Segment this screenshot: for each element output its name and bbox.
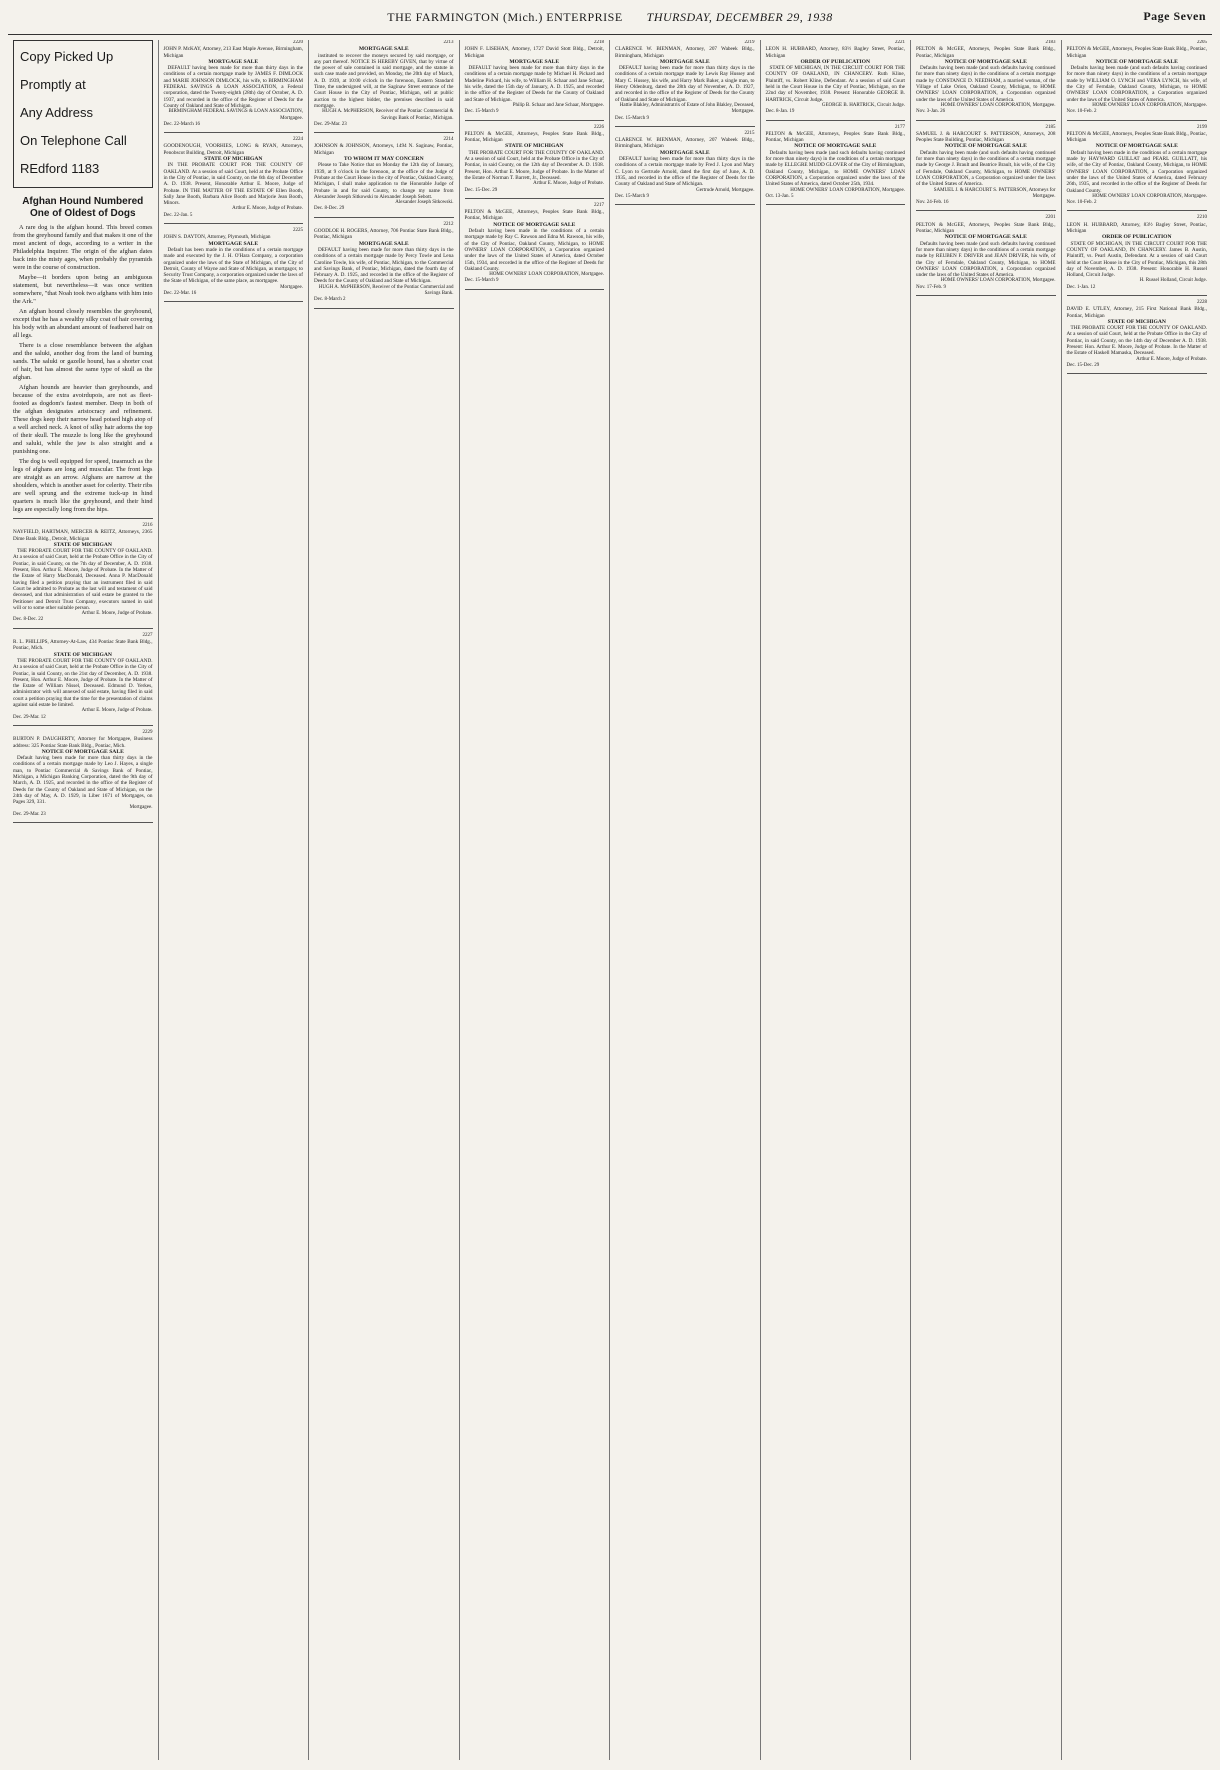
- divider: [615, 126, 755, 127]
- notice-heading: MORTGAGE SALE: [208, 240, 259, 247]
- notice-signature: BIRMINGHAM FEDERAL SAVINGS & LOAN ASSOCIATION, Mortgagee.: [168, 109, 303, 121]
- column-1: [8, 40, 159, 1760]
- column-2: [159, 40, 310, 1760]
- legal-notice: [314, 222, 454, 304]
- divider: [314, 217, 454, 218]
- legal-notice: [314, 40, 454, 128]
- legal-notice: [916, 40, 1056, 116]
- divider: [916, 295, 1056, 296]
- notice-date: Nov. 3-Jan. 26: [916, 109, 946, 115]
- notice-number: 2201: [1045, 215, 1056, 221]
- notice-attorney: BURTON P. DAUGHERTY, Attorney for Mortgagee, Business address: 325 Pontiac State Bank Bldg., Pontiac, Mich.: [13, 736, 153, 749]
- article-paragraph: A rare dog is the afghan hound. This breed comes from the greyhound family and that makes it one of the most ancient of dogs, according to a writer in the Philadelphia Inquirer. The origin of the afghan dates back into the misty ages, when probably the pyramids were in the course of construction.: [13, 224, 153, 271]
- notice-body: THE PROBATE COURT FOR THE COUNTY OF OAKLAND. At a session of said Court, held at the Probate Office in the City of Pontiac, in said County, on the 7th day of December, A. D. 1938. Present, Hon. Arthur E. Moore, Judge of Probate. In the Matter of the Estate of Harry MacDonald, Deceased. Anna P. MacDonald having filed a petition praying that an instrument filed in said Court be admitted to Probate as the last will and testament of said deceased, and that administration of said estate be granted to the Petitioner and Detroit Trust Company, executors named in said will or to some other suitable person.: [13, 548, 153, 611]
- notice-body: Default has been made in the conditions of a certain mortgage made and executed by the J. H. O'Hara Company, a corporation organized under the laws of the State of Michigan, of the City of Detroit, County of Wayne and State of Michigan, as mortgagor, to Security Trust Company, a corporation organized under the laws of the State of Michigan, of the same place, as mortgagee.: [163, 246, 303, 285]
- divider: [1067, 373, 1208, 374]
- notice-date: Dec. 15-Dec. 29: [1066, 362, 1100, 368]
- notice-signature: Hattie Blakley, Administratrix of Estate of John Blakley, Deceased, Mortgagee.: [619, 102, 755, 115]
- notice-body: Default having been made in the conditions of a certain mortgage made by HAYWARD GUILLAT and PEARL GUILLATT, his wife, of the City of Pontiac, Oakland County, Michigan, to HOME OWNERS' LOAN CORPORATION, a Corporation organized under the laws of the United States of America, dated February 26th, 1935, and recorded in the office of the Register of Deeds for Oakland County.: [1066, 149, 1207, 194]
- divider: [164, 132, 304, 133]
- notice-date: Dec. 29-Mar. 12: [13, 714, 46, 720]
- divider: [1067, 210, 1208, 211]
- divider: [13, 518, 153, 519]
- notice-body: Defaults having been made (and such defaults having continued for more than ninety days) in the conditions of a certain mortgage made by CONSTANCE D. NEEDHAM, a married woman, of the Village of Lake Orion, Oakland County, Michigan, to HOME OWNERS' LOAN CORPORATION, a Corporation organized under the laws of the United States of America.: [916, 65, 1056, 103]
- legal-notice: [314, 137, 454, 213]
- column-6: [761, 40, 912, 1760]
- notice-heading: ORDER OF PUBLICATION: [1101, 234, 1172, 241]
- notice-date: Dec. 29-Mar. 23: [13, 811, 46, 817]
- notice-attorney: PELTON & McGEE, Attorneys, Peoples State Bank Bldg., Pontiac, Michigan: [1066, 46, 1207, 59]
- notice-body: Defaults having been made (and such defaults having continued for more than ninety days) in the conditions of a certain mortgage made by ELLEGRE MUDD GLOVER of the City of Birmingham, Oakland County, Michigan, to HOME OWNERS' LOAN CORPORATION, a Corporation organized under the laws of the United States of America, dated October 25th, 1934.: [765, 149, 905, 188]
- notice-number: 2221: [895, 40, 905, 45]
- legal-notice: [13, 730, 153, 818]
- divider: [766, 204, 906, 205]
- notice-date: Dec. 1-Jan. 12: [1066, 284, 1096, 290]
- notice-number: 2185: [1045, 124, 1056, 130]
- notice-heading: STATE OF MICHIGAN: [505, 143, 564, 150]
- legal-notice: [164, 137, 304, 219]
- notice-body: instituted to recover the moneys secured by said mortgage, or any part thereof. NOTICE IS HEREBY GIVEN, that by virtue of the power of sale contained in said mortgage, and the statute in such case made and provided, on Monday, the 20th day of March, A. D. 1939, at 10:00 o'clock in the forenoon, Eastern Standard Time, the undersigned will, at the Saginaw Street entrance of the Court House in the City of Pontiac, Michigan, sell at public auction to the highest bidder, the premises described in said mortgage.: [314, 52, 454, 109]
- notice-date: Nov. 24-Feb. 16: [916, 200, 949, 206]
- notice-date: Dec. 22-Mar. 16: [163, 290, 197, 296]
- notice-number: 2177: [895, 124, 905, 130]
- notice-date: Dec. 22-Jan. 5: [163, 212, 193, 218]
- legal-notice: [916, 125, 1056, 207]
- notice-attorney: LEON H. HUBBARD, Attorney, 83½ Bagley Street, Pontiac, Michigan: [1066, 221, 1207, 235]
- notice-attorney: JOHN S. DAYTON, Attorney, Plymouth, Michigan: [163, 234, 271, 241]
- notice-date: Oct. 13-Jan. 5: [765, 193, 794, 199]
- notice-heading: MORTGAGE SALE: [509, 58, 560, 65]
- notice-heading: STATE OF MICHIGAN: [53, 651, 112, 658]
- notice-signature: HOME OWNERS' LOAN CORPORATION, Mortgagee.: [940, 278, 1056, 284]
- notice-date: Dec. 15-March 9: [464, 278, 499, 284]
- divider: [916, 210, 1056, 211]
- notice-attorney: CLARENCE W. BIENMAN, Attorney, 207 Wabeek Bldg., Birmingham, Michigan: [615, 46, 755, 59]
- notice-number: 2220: [293, 40, 303, 45]
- notice-number: 2218: [594, 40, 604, 45]
- column-5: [610, 40, 761, 1760]
- column-7: [911, 40, 1062, 1760]
- notice-heading: NOTICE OF MORTGAGE SALE: [41, 748, 124, 755]
- notice-signature: HUGH A. McPHERSON, Receiver of the Pontiac Commercial & Savings Bank of Pontiac, Michigan.: [322, 109, 454, 121]
- notice-number: 2219: [744, 40, 755, 45]
- notice-signature: Philip B. Schaar and Jane Schaar, Mortgagee.: [512, 102, 604, 108]
- notice-date: Dec. 15-Dec. 29: [464, 187, 498, 193]
- divider: [916, 120, 1056, 121]
- ad-line: Copy Picked Up: [20, 49, 114, 64]
- legal-notice: [164, 40, 304, 128]
- notice-date: Dec. 15-March 9: [615, 115, 650, 121]
- notice-attorney: PELTON & McGEE, Attorneys, Peoples State Bank Bldg., Pontiac, Michigan: [1066, 130, 1207, 144]
- masthead-rule: [8, 34, 1212, 35]
- legal-notice: [916, 215, 1056, 291]
- notice-signature: Arthur E. Moore, Judge of Probate.: [1136, 356, 1207, 362]
- divider: [615, 204, 755, 205]
- notice-date: Dec. 8-March 2: [314, 297, 346, 303]
- notice-attorney: PELTON & McGEE, Attorneys, Peoples State Bank Bldg., Pontiac, Michigan: [765, 130, 905, 144]
- notice-heading: ORDER OF PUBLICATION: [800, 58, 871, 65]
- notice-signature: Arthur E. Moore, Judge of Probate.: [232, 206, 303, 212]
- article-headline: Afghan Hound Numbered One of Oldest of Dogs: [22, 196, 144, 219]
- notice-heading: MORTGAGE SALE: [358, 46, 409, 53]
- notice-date: Dec. 8-Dec. 22: [13, 617, 44, 623]
- ad-phone: REdford 1183: [20, 161, 100, 176]
- ad-box: [13, 40, 153, 188]
- notice-heading: MORTGAGE SALE: [208, 58, 259, 65]
- notice-body: Defaults having been made (and such defaults having continued for more than ninety days) in the conditions of a certain mortgage made by George J. Brault and Beatrice Brault, his wife, of the City of Ferndale, Oakland County, Michigan, to HOME OWNERS' LOAN CORPORATION, a Corporation organized under the laws of the United States of America.: [916, 149, 1056, 188]
- notice-body: THE PROBATE COURT FOR THE COUNTY OF OAKLAND. At a session of said Court, held at the Probate Office in the City of Pontiac, in said County, on the 14th day of December A. D. 1938. Present: Hon. Arthur E. Moore, Judge of Probate. In the Matter of the Estate of Haskell Mamaska, Deceased.: [1066, 325, 1207, 357]
- notice-body: DEFAULT having been made for more than thirty days in the conditions of a certain mortgage made by JAMES F. DIMLOCK and MARIE JOHNSON DIMLOCK, his wife, to BIRMINGHAM FEDERAL SAVINGS & LOAN ASSOCIATION, a Federal corporation, dated the Twenty-eighth (28th) day of October, A. D. 1937, and recorded in the office of the Register of Deeds for the County of Oakland and State of Michigan.: [163, 65, 303, 109]
- notice-number: 2216: [142, 523, 153, 528]
- notice-body: IN THE PROBATE COURT FOR THE COUNTY OF OAKLAND. At a session of said Court, held at the Probate Office in the City of Pontiac, in said County, on the 6th day of December A. D. 1938. Present, Honorable Arthur E. Moore, Judge of Probate. IN THE MATTER OF THE ESTATE OF Ellen Booth, Sally Jane Booth, Barbara Alice Booth and Marjorie Jean Booth, Minors.: [163, 162, 303, 207]
- notice-attorney: JOHN P. McKAY, Attorney, 213 East Maple Avenue, Birmingham, Michigan: [163, 46, 303, 59]
- notice-number: 2227: [142, 632, 153, 638]
- notice-body: DEFAULT having been made for more than thirty days in the conditions of a certain mortgage made by Fred J. Lyon and Mary C. Lyon to Gertrude Arnold, dated the first day of June, A. D. 1935, and recorded in the office of the Register of Deeds for the County of Oakland and State of Michigan.: [615, 156, 755, 188]
- notice-body: Defaults having been made (and such defaults having continued for more than ninety days) in the conditions of a certain mortgage made by WILLIAM O. LYNCH and VERA LYNCH, his wife, of the City of Ferndale, Oakland County, Michigan, to HOME OWNERS' LOAN CORPORATION, a Corporation organized under the laws of the United States of America.: [1066, 65, 1207, 103]
- legal-notice: [1067, 300, 1208, 369]
- notice-signature: HOME OWNERS' LOAN CORPORATION, Mortgagee.: [790, 187, 905, 193]
- notice-heading: NOTICE OF MORTGAGE SALE: [1095, 143, 1178, 150]
- notice-body: THE PROBATE COURT FOR THE COUNTY OF OAKLAND. At a session of said Court, held at the Probate Office in the City of Pontiac, in said County, on the 21st day of December, A. D. 1938. Present, Hon. Arthur E. Moore, Judge of Probate. In the Matter of the Estate of William Nissel, Deceased. Edmund D. Yerkes, administrator with will annexed of said estate, having filed in said court a petition praying that the time for the presentation of claims against said estate be limited.: [13, 657, 153, 709]
- divider: [164, 301, 304, 302]
- divider: [314, 132, 454, 133]
- notice-body: Default having been made for more than thirty days in the conditions of a certain mortgage made by Leo J. Hayes, a single man, to Pontiac Commercial & Savings Bank of Pontiac, Michigan, a Michigan Banking Corporation, dated the 9th day of March, A. D. 1925, and recorded in the office of the Register of Deeds for the County of Oakland and State of Michigan, on the 24th day of May, A. D. 1929, in Liber 1671 of Mortgages, on Pages 329, 331.: [13, 755, 153, 806]
- notice-number: 2225: [293, 228, 303, 234]
- legal-notice: [1067, 215, 1208, 291]
- divider: [465, 198, 605, 199]
- notice-body: DEFAULT having been made for more than thirty days in the conditions of a certain mortgage made by Lewis Ray Hussey and Mary C. Hussey, his wife, and Harry Mark Baker, a single man, to Henry Oldenburg, dated the 28th day of November, A. D. 1927, and recorded in the office of the Register of Deeds for the County of Oakland and State of Michigan.: [615, 65, 755, 103]
- notice-date: Dec. 15-March 9: [615, 193, 650, 199]
- notice-attorney: R. L. PHILLIPS, Attorney-At-Law, 434 Pontiac State Bank Bldg., Pontiac, Mich.: [13, 639, 153, 652]
- notice-signature: Gertrude Arnold, Mortgagee.: [696, 187, 755, 193]
- notice-number: 2205: [1197, 40, 1207, 45]
- notice-heading: NOTICE OF MORTGAGE SALE: [944, 58, 1027, 65]
- notice-body: DEFAULT having been made for more than thirty days in the conditions of a certain mortgage made by Percy Towle and Lena Caroline Towle, his wife, of Pontiac, Michigan, to the Commercial and Savings Bank, of Pontiac, Michigan, dated the fourth day of February A. D. 1925, and recorded in the office of the Register of Deeds for the County of Oakland and State of Michigan.: [314, 246, 454, 285]
- notice-heading: STATE OF MICHIGAN: [53, 541, 112, 548]
- notice-signature: SAMUEL J. & HARCOURT S. PATTERSON, Attorneys for Mortgagee.: [933, 187, 1056, 199]
- legal-notice: [465, 125, 605, 194]
- column-3: [309, 40, 460, 1760]
- notice-number: 2214: [443, 137, 454, 143]
- divider: [465, 120, 605, 121]
- notice-body: Defaults having been made (and such defaults having continued for more than ninety days) in the conditions of a certain mortgage made by REUBEN F. DRIVER and JEAN DRIVER, his wife, of the City of Ferndale, Oakland County, Michigan, to HOME OWNERS' LOAN CORPORATION, a Corporation organized under the laws of the United States of America.: [916, 240, 1056, 279]
- notice-number: 2228: [1197, 299, 1207, 305]
- notice-attorney: DAVID E. UTLEY, Attorney, 215 First National Bank Bldg., Pontiac, Michigan: [1066, 306, 1207, 319]
- notice-number: 2183: [1045, 40, 1056, 45]
- ad-line: Promptly at: [20, 77, 86, 92]
- legal-notice: [164, 228, 304, 297]
- notice-attorney: GOODENOUGH, VOORHIES, LONG & RYAN, Attorneys, Penobscot Building, Detroit, Michigan: [163, 143, 303, 156]
- notice-heading: TO WHOM IT MAY CONCERN: [343, 156, 424, 163]
- notice-body: DEFAULT having been made for more than thirty days in the conditions of a certain mortgage made by Michael H. Pickard and Madeline Pickard, his wife, to William H. Schaar and Jane Schaar, his wife, dated the 15th day of January, A. D. 1925, and recorded in the office of the Register of Deeds for the County of Oakland and State of Michigan.: [464, 65, 604, 103]
- notice-signature: HOME OWNERS' LOAN CORPORATION, Mortgagee.: [489, 272, 604, 278]
- legal-notice: [1067, 40, 1208, 116]
- notice-attorney: JOHN F. LISEHAN, Attorney, 1727 David Stott Bldg., Detroit, Michigan: [464, 46, 604, 59]
- notice-signature: Arthur E. Moore, Judge of Probate.: [81, 708, 153, 714]
- divider: [465, 289, 605, 290]
- notice-date: Dec. 22-March 16: [163, 121, 201, 127]
- divider: [13, 822, 153, 823]
- notice-signature: H. Russel Holland, Circuit Judge.: [1139, 278, 1207, 284]
- article-paragraph: The dog is well equipped for speed, inasmuch as the legs of afghans are long and muscular. The front legs are straight as an arrow. Afghans are narrow at the shoulders, which is another asset for celerity. Their ribs are well sprung and the extreme tuck-up in hind quarters is much like the greyhound, and their hind legs are especially long from the hips.: [13, 458, 153, 513]
- notice-heading: STATE OF MICHIGAN: [1107, 318, 1166, 325]
- masthead: [0, 0, 1220, 34]
- legal-notice: [615, 131, 755, 200]
- notice-number: 2213: [443, 40, 454, 45]
- notice-heading: MORTGAGE SALE: [659, 149, 710, 156]
- notice-number: 2199: [1197, 124, 1207, 130]
- ad-line: On Telephone Call: [20, 133, 127, 148]
- notice-number: 2229: [142, 729, 153, 735]
- divider: [164, 223, 304, 224]
- notice-signature: HOME OWNERS' LOAN CORPORATION, Mortgagee.: [1092, 193, 1207, 199]
- notice-date: Nov. 10-Feb. 2: [1066, 109, 1097, 115]
- notice-date: Dec. 15-March 9: [464, 109, 499, 115]
- notice-number: 2224: [293, 137, 303, 143]
- article-paragraph: Maybe—it borders upon being an ambiguous statement, but nevertheless—it was once written somewhere, "that Noah took two afghans with him into the Ark.": [13, 274, 153, 305]
- article-paragraph: Afghan hounds are heavier than greyhounds, and because of the extra avoirdupois, are not as fleet-footed as dogdom's fastest member. Deep in both of the afghan designates aristocracy and refinement. These dogs keep their narrow head poised high atop of a well arched neck. A knot of silky hair adorns the top of their skull. The muzzle is long like the greyhound and saluki, while the jaw is also straight and a punishing one.: [13, 384, 153, 455]
- legal-notice: [465, 40, 605, 116]
- notice-date: Dec. 29-Mar. 23: [314, 121, 347, 127]
- notice-body: STATE OF MICHIGAN, IN THE CIRCUIT COURT FOR THE COUNTY OF OAKLAND, IN CHANCERY. Ruth Kline, Plaintiff, vs. Robert Kline, Defendant. At a session of said Court held in the Court House in the City of Pontiac, Michigan, on the 22nd day of November, 1938. Present: Honorable GEORGE B. HARTRICK, Circuit Judge.: [765, 65, 905, 103]
- legal-notice: [766, 40, 906, 116]
- notice-attorney: PELTON & McGEE, Attorneys, Peoples State Bank Bldg., Pontiac, Michigan: [464, 209, 604, 222]
- notice-heading: NOTICE OF MORTGAGE SALE: [944, 234, 1027, 241]
- notice-signature: HUGH A. McPHERSON, Receiver of the Pontiac Commercial and Savings Bank.: [318, 284, 454, 296]
- column-4: [460, 40, 611, 1760]
- notice-date: Dec. 8-Jan. 19: [765, 109, 795, 115]
- notice-signature: Arthur E. Moore, Judge of Probate.: [81, 611, 153, 617]
- legal-notice: [13, 633, 153, 721]
- notice-attorney: PELTON & McGEE, Attorneys, Peoples State Bank Bldg., Pontiac, Michigan: [916, 46, 1056, 59]
- notice-attorney: LEON H. HUBBARD, Attorney, 83½ Bagley Street, Pontiac, Michigan: [765, 46, 905, 59]
- notice-attorney: NAYFIELD, HARTMAN, MERCER & REITZ, Attorneys, 2365 Dime Bank Bldg., Detroit, Michigan: [13, 529, 153, 542]
- column-8: [1062, 40, 1213, 1760]
- legal-notice: [13, 523, 153, 624]
- notice-heading: NOTICE OF MORTGAGE SALE: [794, 143, 877, 150]
- notice-attorney: CLARENCE W. BIENMAN, Attorney, 207 Wabeek Bldg., Birmingham, Michigan: [615, 137, 755, 150]
- notice-number: 2226: [594, 124, 604, 130]
- notice-signature: GEORGE B. HARTRICK, Circuit Judge.: [821, 102, 905, 108]
- divider: [13, 628, 153, 629]
- notice-heading: NOTICE OF MORTGAGE SALE: [1095, 58, 1178, 65]
- legal-notice: [615, 40, 755, 122]
- article-paragraph: There is a close resemblance between the afghan and the saluki, another dog from the land of burning sands. The saluki or gazelle hound, has a shorter coat of hair, but has almost the same type of skull as the afghan.: [13, 342, 153, 381]
- notice-signature: HOME OWNERS' LOAN CORPORATION, Mortgagee.: [940, 102, 1056, 108]
- notice-date: Dec. 8-Dec. 29: [314, 206, 345, 212]
- notice-number: 2215: [744, 130, 755, 136]
- page-columns: [8, 40, 1212, 1760]
- notice-signature: Alexander Joseph Sitkowski.: [395, 200, 454, 206]
- notice-signature: Arthur E. Moore, Judge of Probate.: [533, 181, 604, 187]
- notice-signature: HOME OWNERS' LOAN CORPORATION, Mortgagee.: [1092, 102, 1207, 108]
- divider: [314, 308, 454, 309]
- notice-body: Please to Take Notice that on Monday the 12th day of January, 1939, at 9 o'clock in the forenoon, at the office of the Judge of Probate at the Court House in the city of Pontiac, Oakland County, Michigan, I shall make application to the Honorable Judge of Probate in and for said County, to change my name from Alexander Joseph Sitkowski to Alexander Joseph Sebott.: [314, 162, 454, 200]
- notice-heading: MORTGAGE SALE: [358, 240, 409, 247]
- divider: [13, 725, 153, 726]
- notice-body: STATE OF MICHIGAN, IN THE CIRCUIT COURT FOR THE COUNTY OF OAKLAND, IN CHANCERY. James B. Austin, Plaintiff, vs. Pearl Austin, Defendant. At a session of said Court held at the Court House in the City of Pontiac, Michigan, this 28th day of November, A. D. 1938. Present: Honorable H. Russel Holland, Circuit Judge.: [1066, 240, 1207, 279]
- notice-attorney: GOODLOE H. ROGERS, Attorney, 706 Pontiac State Bank Bldg., Pontiac, Michigan: [314, 228, 454, 241]
- notice-attorney: PELTON & McGEE, Attorneys, Peoples State Bank Bldg., Pontiac, Michigan: [916, 221, 1056, 235]
- notice-heading: MORTGAGE SALE: [659, 58, 710, 65]
- legal-notice: [465, 203, 605, 285]
- divider: [1067, 120, 1208, 121]
- notice-heading: NOTICE OF MORTGAGE SALE: [944, 143, 1027, 150]
- notice-heading: STATE OF MICHIGAN: [204, 156, 263, 163]
- page-number: Page Seven: [1143, 9, 1206, 23]
- divider: [1067, 295, 1208, 296]
- legal-notice: [1067, 125, 1208, 207]
- legal-notice: [766, 125, 906, 201]
- notice-date: Nov. 17-Feb. 9: [916, 284, 946, 290]
- notice-attorney: JOHNSON & JOHNSON, Attorneys, 1494 N. Saginaw, Pontiac, Michigan: [314, 143, 454, 156]
- notice-signature: Mortgagee.: [280, 284, 303, 290]
- issue-date: THURSDAY, DECEMBER 29, 1938: [646, 9, 833, 24]
- notice-heading: NOTICE OF MORTGAGE SALE: [493, 221, 576, 228]
- notice-number: 2217: [594, 202, 604, 208]
- divider: [766, 120, 906, 121]
- ad-line: Any Address: [20, 105, 93, 120]
- notice-attorney: SAMUEL J. & HARCOURT S. PATTERSON, Attorneys, 208 Peoples State Building, Pontiac, Michigan: [916, 130, 1056, 144]
- notice-date: Nov. 10-Feb. 2: [1066, 200, 1097, 206]
- notice-number: 2210: [1197, 215, 1207, 221]
- notice-number: 2212: [443, 221, 454, 227]
- notice-attorney: PELTON & McGEE, Attorneys, Peoples State Bank Bldg., Pontiac, Michigan: [464, 130, 604, 144]
- notice-signature: Mortgagee.: [129, 805, 153, 811]
- paper-name: THE FARMINGTON (Mich.) ENTERPRISE: [387, 9, 623, 24]
- notice-body: THE PROBATE COURT FOR THE COUNTY OF OAKLAND. At a session of said Court, held at the Probate Office in the City of Pontiac, in said County, on the 12th day of December A. D. 1938. Present, Hon. Arthur E. Moore, Judge of Probate. In the Matter of the Estate of Norman T. Barrett, Jr., Deceased.: [464, 149, 604, 181]
- notice-body: Default having been made in the conditions of a certain mortgage made by Ray C. Rawson and Edna M. Rawson, his wife, of the City of Pontiac, Oakland County, Michigan, to HOME OWNERS' LOAN CORPORATION, a Corporation organized under the laws of the United States of America, dated October 15th, 1934, and recorded in the office of the Register of Deeds for Oakland County.: [464, 228, 604, 272]
- article-paragraph: An afghan hound closely resembles the greyhound, except that he has a wealthy silky coat of hair covering his body with an abundant amount of feathered hair on all legs.: [13, 308, 153, 339]
